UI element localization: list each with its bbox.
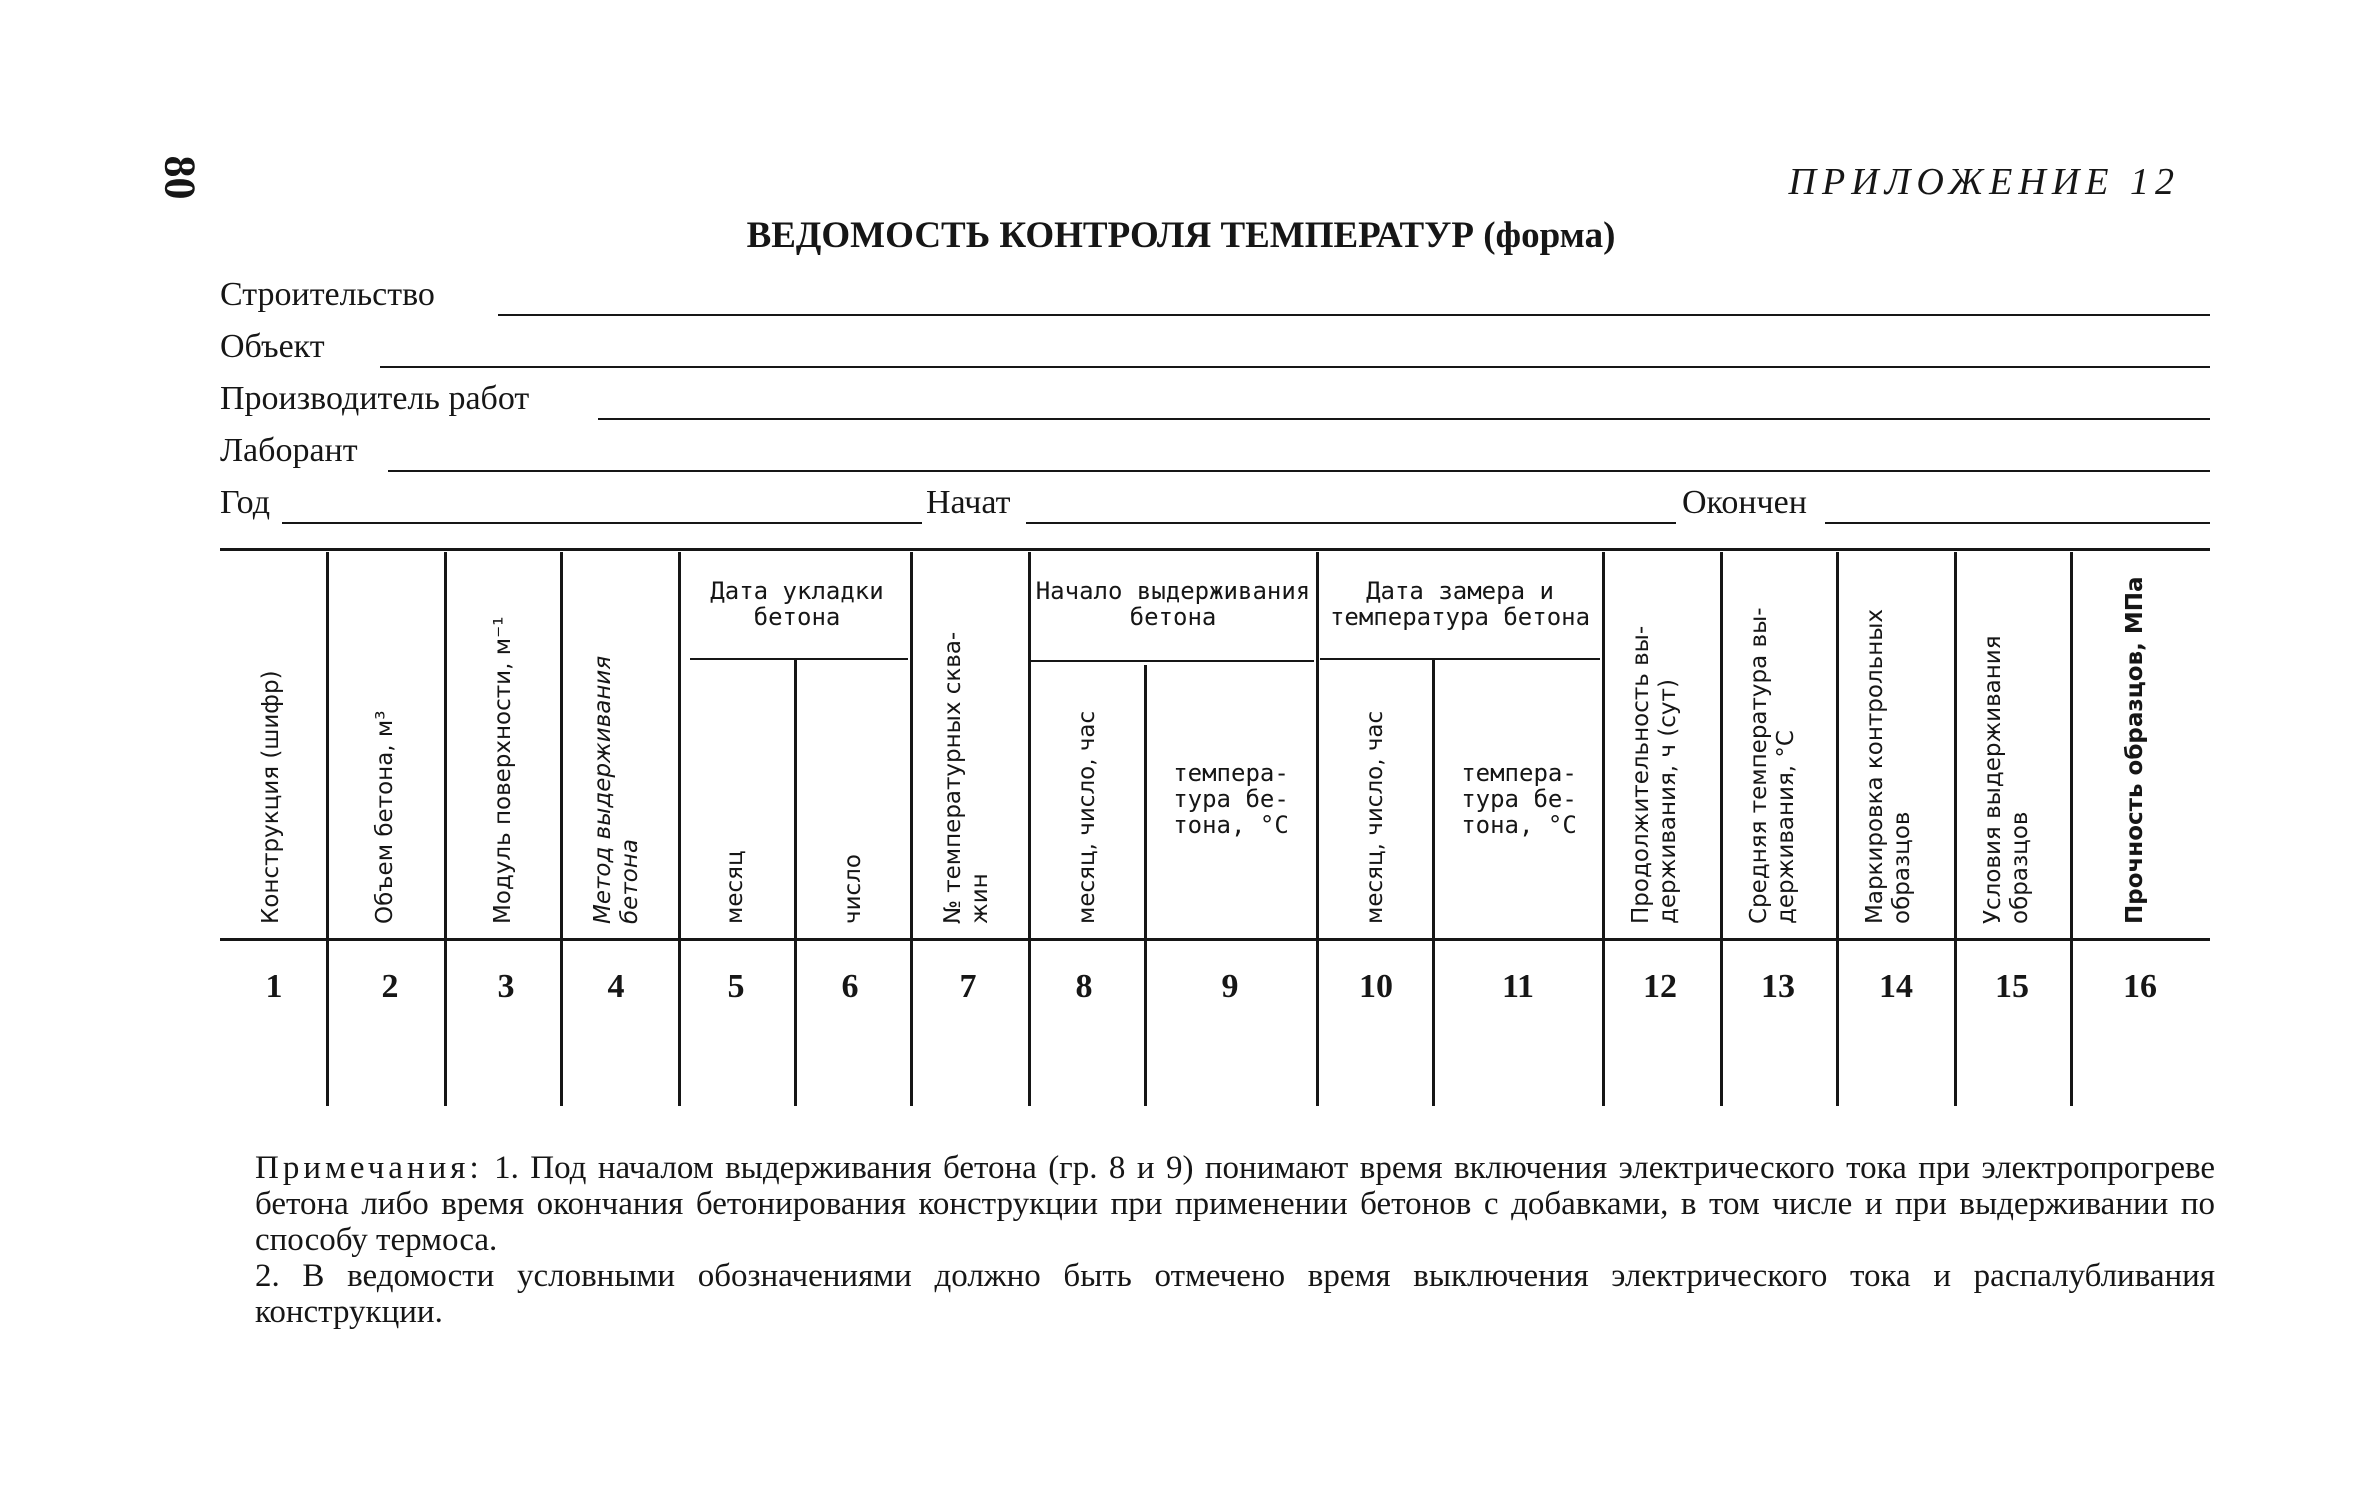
col-number: 1 bbox=[265, 968, 283, 1005]
header-surface-modulus: Модуль поверхности, м⁻¹ bbox=[490, 616, 516, 924]
notes-block bbox=[255, 1150, 2215, 1330]
col-number: 9 bbox=[1221, 968, 1239, 1005]
col-sep bbox=[1316, 552, 1319, 1106]
header-avg-temp-l2: держивания, °С bbox=[1773, 730, 1799, 924]
col-sep bbox=[1144, 665, 1147, 1106]
col-number: 13 bbox=[1761, 968, 1795, 1005]
header-start-datetime: месяц, число, час bbox=[1074, 710, 1100, 924]
field-foreman bbox=[220, 372, 2210, 424]
field-line-lab[interactable] bbox=[388, 470, 2210, 472]
col-sep bbox=[678, 552, 681, 1106]
header-strength: Прочность образцов, МПа bbox=[2122, 576, 2148, 924]
field-dates bbox=[220, 476, 2210, 528]
header-curing-method bbox=[590, 656, 644, 924]
field-construction bbox=[220, 268, 2210, 320]
col-sep bbox=[794, 660, 797, 1106]
header-marking-l2: образцов bbox=[1889, 811, 1915, 924]
header-curing-method-l1: Метод выдерживания bbox=[590, 655, 616, 924]
note-1 bbox=[255, 1150, 2215, 1258]
field-line-construction[interactable] bbox=[498, 314, 2210, 316]
field-label-foreman: Производитель работ bbox=[220, 380, 530, 417]
field-object bbox=[220, 320, 2210, 372]
col-number: 12 bbox=[1643, 968, 1677, 1005]
note-1-text: 1. Под началом выдерживания бетона (гр. 8 и 9) понимают время включения электрического тока при электропрогреве бетона либо время окончания бетонирования конструкции при применении бетонов с добавками, в том числе и при выдерживании по способу термоса. bbox=[255, 1150, 2216, 1258]
header-month: месяц bbox=[722, 850, 748, 924]
group-rule-89 bbox=[1030, 660, 1314, 662]
col-number: 15 bbox=[1995, 968, 2029, 1005]
col-sep bbox=[1836, 552, 1839, 1106]
col-sep bbox=[910, 552, 913, 1106]
notes-label: Примечания: bbox=[255, 1150, 483, 1186]
col-number: 14 bbox=[1879, 968, 1913, 1005]
col-number: 2 bbox=[381, 968, 399, 1005]
col-sep bbox=[1602, 552, 1605, 1106]
field-lab bbox=[220, 424, 2210, 476]
header-measure-temp: темпера-тура бе-тона, °С bbox=[1461, 759, 1577, 839]
field-label-construction: Строительство bbox=[220, 276, 435, 313]
header-marking-l1: Маркировка контрольных bbox=[1862, 608, 1888, 924]
header-curing-method-l2: бетона bbox=[617, 839, 643, 924]
form-title: ВЕДОМОСТЬ КОНТРОЛЯ ТЕМПЕРАТУР (форма) bbox=[746, 215, 1616, 256]
page-number: 80 bbox=[155, 155, 205, 200]
group-rule-56 bbox=[690, 658, 908, 660]
header-group-placement-date: Дата укладки бетона bbox=[710, 577, 884, 631]
col-number: 6 bbox=[841, 968, 859, 1005]
header-well-number bbox=[940, 632, 994, 924]
field-label-object: Объект bbox=[220, 328, 325, 365]
col-number: 7 bbox=[959, 968, 977, 1005]
field-line-started[interactable] bbox=[1026, 522, 1676, 524]
field-label-year: Год bbox=[220, 484, 270, 521]
appendix-label: ПРИЛОЖЕНИЕ 12 bbox=[1788, 161, 2180, 203]
col-number: 16 bbox=[2123, 968, 2157, 1005]
field-line-foreman[interactable] bbox=[598, 418, 2210, 420]
group-rule-1011 bbox=[1320, 658, 1600, 660]
header-measure-datetime: месяц, число, час bbox=[1362, 710, 1388, 924]
header-duration bbox=[1628, 626, 1682, 924]
col-number: 11 bbox=[1501, 968, 1535, 1005]
col-sep bbox=[444, 552, 447, 1106]
col-sep bbox=[1954, 552, 1957, 1106]
header-duration-l1: Продолжительность вы- bbox=[1628, 625, 1654, 924]
col-sep bbox=[1028, 552, 1031, 1106]
header-volume: Объем бетона, м³ bbox=[372, 710, 398, 924]
header-conditions-l1: Условия выдерживания bbox=[1980, 635, 2006, 924]
field-label-started: Начат bbox=[926, 484, 1011, 521]
col-sep bbox=[1432, 660, 1435, 1106]
col-sep bbox=[560, 552, 563, 1106]
header-avg-temp-l1: Средняя температура вы- bbox=[1746, 607, 1772, 924]
col-number: 3 bbox=[497, 968, 515, 1005]
col-number: 10 bbox=[1359, 968, 1393, 1005]
col-number: 8 bbox=[1075, 968, 1093, 1005]
col-sep bbox=[326, 552, 329, 1106]
header-construction: Конструкция (шифр) bbox=[258, 670, 284, 924]
field-line-object[interactable] bbox=[380, 366, 2210, 368]
header-avg-temp bbox=[1746, 607, 1800, 924]
header-well-number-l2: жин bbox=[967, 873, 993, 924]
table-top-rule bbox=[220, 548, 2210, 551]
header-conditions bbox=[1980, 635, 2034, 924]
col-number: 4 bbox=[607, 968, 625, 1005]
col-sep bbox=[1720, 552, 1723, 1106]
col-number: 5 bbox=[727, 968, 745, 1005]
header-well-number-l1: № температурных сква- bbox=[940, 631, 966, 924]
header-conditions-l2: образцов bbox=[2007, 811, 2033, 924]
header-marking bbox=[1862, 609, 1916, 924]
field-line-finished[interactable] bbox=[1825, 522, 2210, 524]
header-duration-l2: держивания, ч (сут) bbox=[1655, 679, 1681, 924]
header-day: число bbox=[840, 854, 866, 924]
header-group-measure: Дата замера и температура бетона bbox=[1329, 577, 1591, 631]
field-label-lab: Лаборант bbox=[220, 432, 358, 469]
col-sep bbox=[2070, 552, 2073, 1106]
field-label-finished: Окончен bbox=[1682, 484, 1807, 521]
header-group-curing-start: Начало выдерживания бетона bbox=[1035, 577, 1311, 631]
note-2-text: 2. В ведомости условными обозначениями должно быть отмечено время выключения электрического тока и распалубливания конструкции. bbox=[255, 1258, 2215, 1330]
note-2 bbox=[255, 1258, 2215, 1330]
header-start-temp: темпера-тура бе-тона, °С bbox=[1173, 759, 1289, 839]
table-header-rule bbox=[220, 938, 2210, 941]
field-line-year[interactable] bbox=[282, 522, 922, 524]
